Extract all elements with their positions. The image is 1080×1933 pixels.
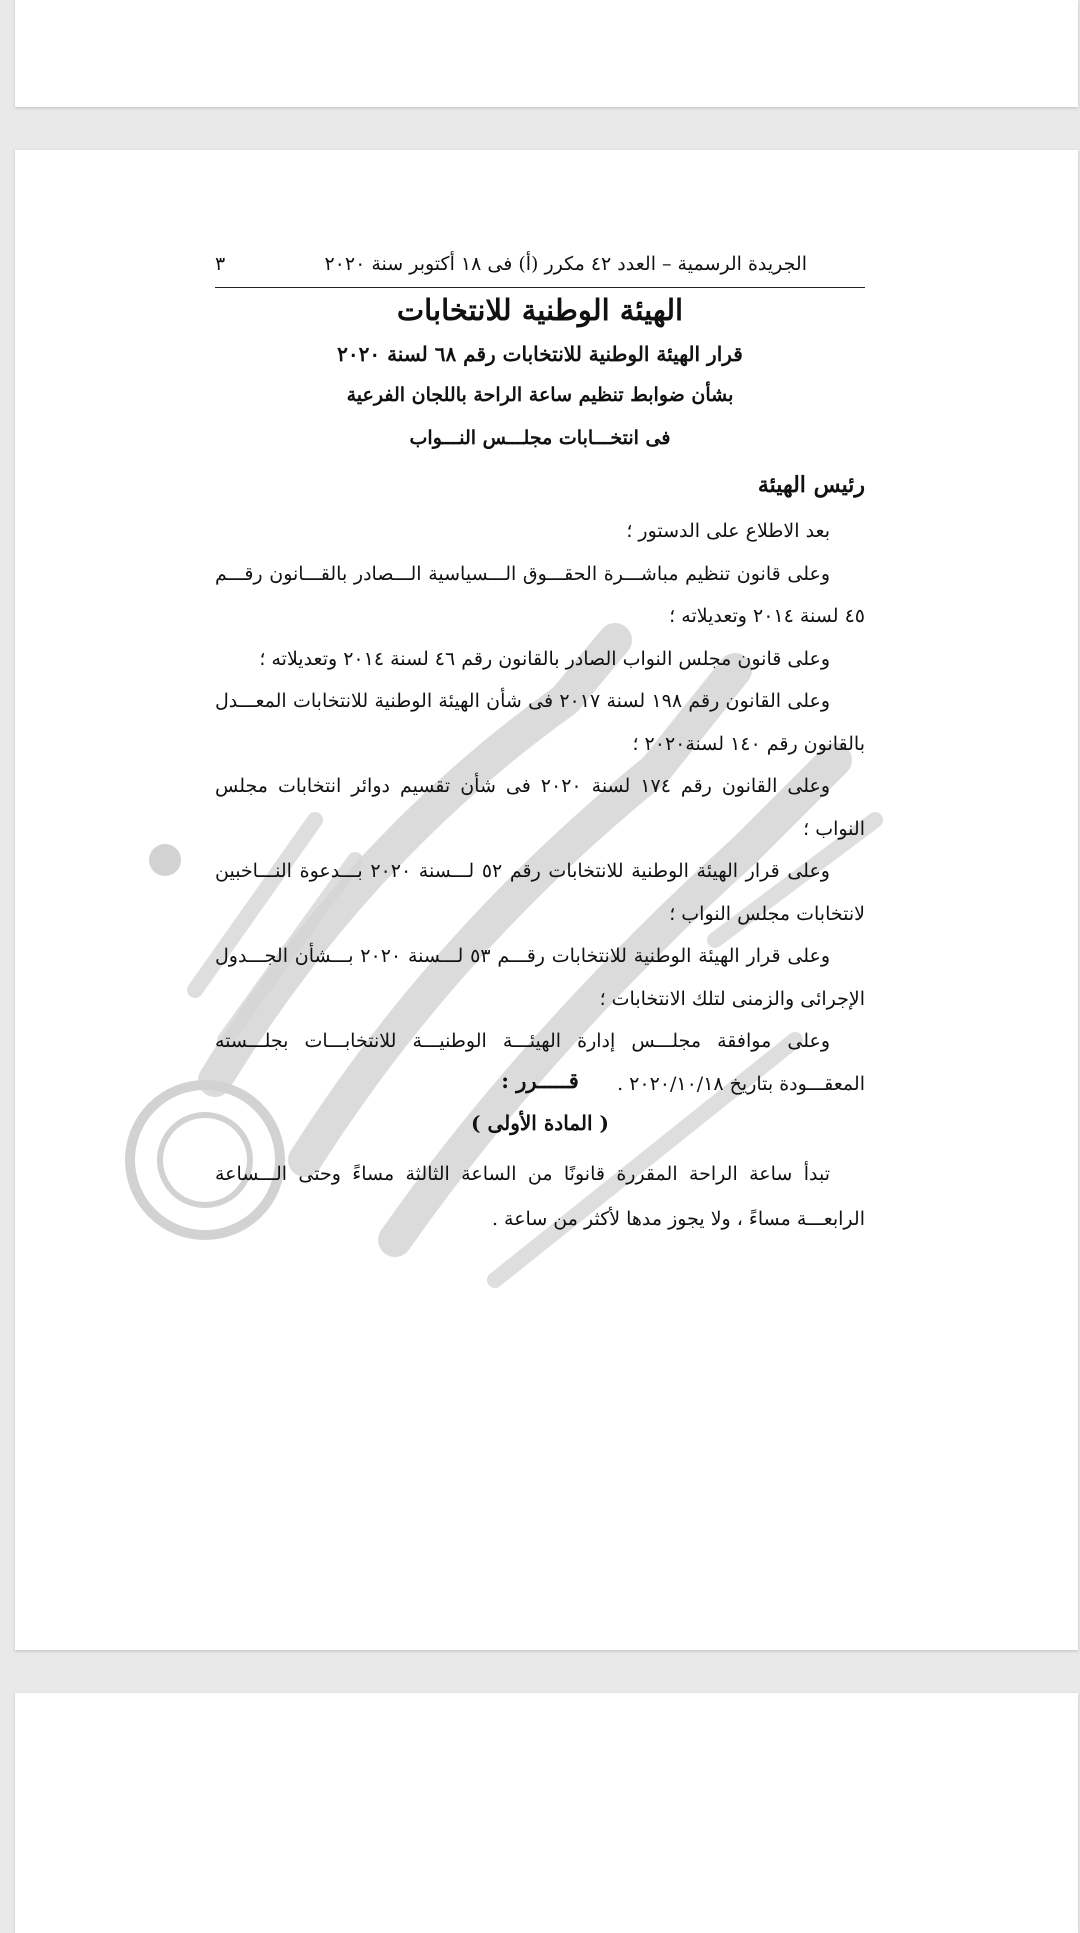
journal-title: الجريدة الرسمية – العدد ٤٢ مكرر (أ) فى ١٨ أكتوبر سنة ٢٠٢٠ [324, 253, 807, 275]
recital: وعلى القانون رقم ١٧٤ لسنة ٢٠٢٠ فى شأن تقسيم دوائر انتخابات مجلس النواب ؛ [215, 775, 865, 840]
subject-line-1: بشأن ضوابط تنظيم ساعة الراحة باللجان الفرعية [346, 384, 734, 406]
chair-heading: رئيس الهيئة [757, 472, 865, 498]
decision-title: قرار الهيئة الوطنية للانتخابات رقم ٦٨ لسنة ٢٠٢٠ [337, 342, 743, 366]
subject-line-2: فى انتخـــابات مجلـــس النـــواب [409, 427, 671, 449]
decided-heading: قـــــرر : [501, 1068, 579, 1093]
article-text: تبدأ ساعة الراحة المقررة قانونًا من الساعة الثالثة مساءً وحتى الـــساعة الرابعـــة مساءً ، ولا يجوز مدها لأكثر من ساعة . [215, 1163, 865, 1230]
article-title: ( المادة الأولى ) [471, 1111, 609, 1135]
recital: وعلى قانون مجلس النواب الصادر بالقانون رقم ٤٦ لسنة ٢٠١٤ وتعديلاته ؛ [259, 647, 830, 670]
article-body [215, 1152, 865, 1242]
recital: وعلى قانون تنظيم مباشـــرة الحقـــوق الـــسياسية الـــصادر بالقـــانون رقـــم ٤٥ لسنة ٢٠١٤ وتعديلاته ؛ [215, 562, 865, 627]
recital: بعد الاطلاع على الدستور ؛ [626, 520, 830, 542]
authority-title: الهيئة الوطنية للانتخابات [396, 293, 684, 327]
previous-page [15, 0, 1078, 107]
page-number: ٣ [215, 253, 226, 275]
recital: وعلى قرار الهيئة الوطنية للانتخابات رقم ٥٢ لـــسنة ٢٠٢٠ بـــدعوة النـــاخبين لانتخابات مجلس النواب ؛ [215, 860, 865, 925]
recitals [215, 510, 865, 1105]
recital: وعلى القانون رقم ١٩٨ لسنة ٢٠١٧ فى شأن الهيئة الوطنية للانتخابات المعـــدل بالقانون رقم ١٤٠ لسنة٢٠٢٠ ؛ [215, 690, 865, 755]
recital: وعلى قرار الهيئة الوطنية للانتخابات رقـــم ٥٣ لـــسنة ٢٠٢٠ بـــشأن الجـــدول الإجرائى والزمنى لتلك الانتخابات ؛ [215, 945, 865, 1010]
recital: وعلى موافقة مجلـــس إدارة الهيئـــة الوطنيـــة للانتخابـــات بجلـــسته المعقـــودة بتاريخ ٢٠٢٠/١٠/١٨ . [215, 1030, 865, 1095]
next-page [15, 1693, 1078, 1933]
page-header [215, 245, 865, 288]
